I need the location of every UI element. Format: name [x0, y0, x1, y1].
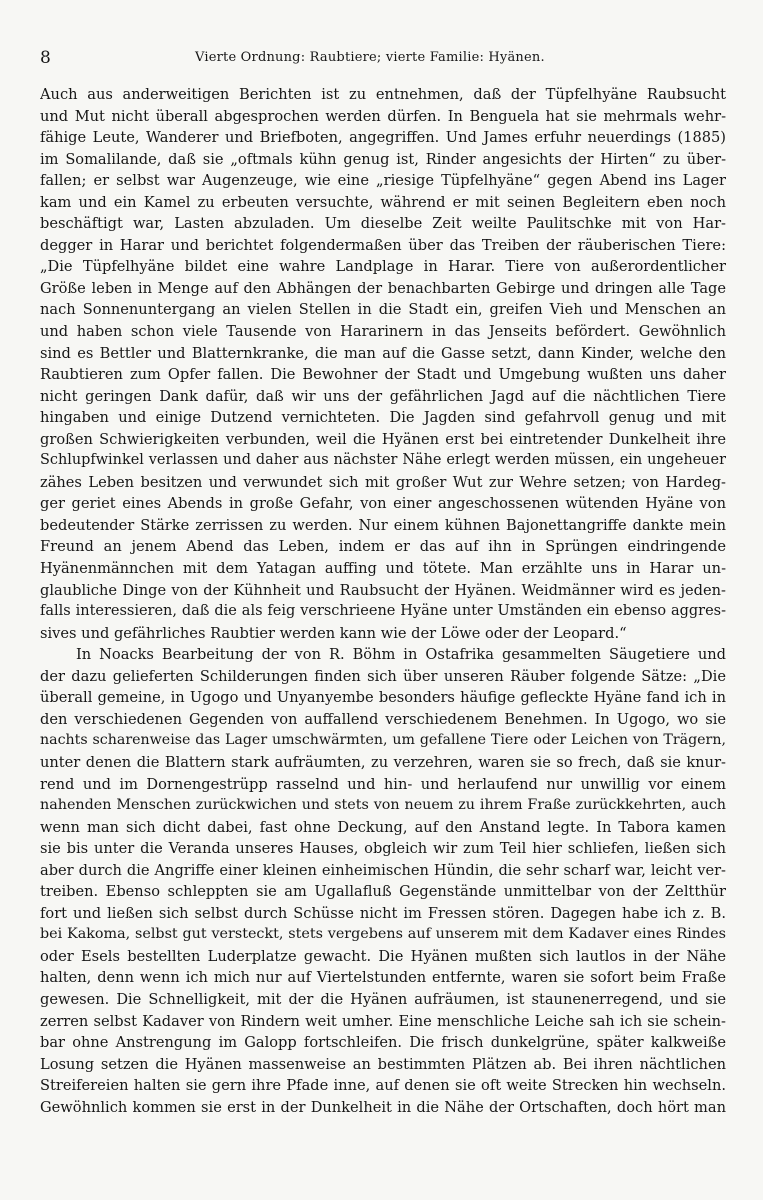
text-line: bar ohne Anstrengung im Galopp fortschleifen. Die frisch dunkelgrüne, später kalkweiße	[40, 1034, 726, 1052]
text-line: hingaben und einige Dutzend vernichteten. Die Jagden sind gefahrvoll genug und mit	[40, 409, 726, 427]
text-line: Größe leben in Menge auf den Abhängen der benachbarten Gebirge und dringen alle Tage	[40, 279, 726, 297]
text-line: sie bis unter die Veranda unseres Hauses, obgleich wir zum Teil hier schliefen, ließen sich	[40, 840, 726, 858]
text-line: fallen; er selbst war Augenzeuge, wie eine „riesige Tüpfelhyäne“ gegen Abend ins Lager	[40, 172, 726, 190]
text-line: kam und ein Kamel zu erbeuten versuchte, während er mit seinen Begleitern eben noch	[40, 193, 726, 211]
text-line: zähes Leben besitzen und verwundet sich mit großer Wut zur Wehre setzen; von Hardeg-	[40, 473, 726, 491]
text-line: sives und gefährliches Raubtier werden kann wie der Löwe oder der Leopard.“	[40, 624, 627, 642]
body-text	[40, 84, 726, 1118]
text-line: nach Sonnenuntergang an vielen Stellen in die Stadt ein, greifen Vieh und Menschen an	[40, 301, 726, 319]
text-line: sind es Bettler und Blatternkranke, die man auf die Gasse setzt, dann Kinder, welche den	[40, 344, 726, 362]
text-line: den verschiedenen Gegenden von auffallend verschiedenem Benehmen. In Ugogo, wo sie	[40, 710, 726, 728]
text-line: überall gemeine, in Ugogo und Unyanyembe besonders häufige gefleckte Hyäne fand ich in	[40, 689, 726, 707]
text-line: ger geriet eines Abends in große Gefahr, von einer angeschossenen wütenden Hyäne von	[40, 495, 726, 513]
text-line: fort und ließen sich selbst durch Schüsse nicht im Fressen stören. Dagegen habe ich z. B.	[40, 904, 726, 922]
text-line: großen Schwierigkeiten verbunden, weil die Hyänen erst bei eintretender Dunkelheit ihre	[40, 430, 726, 448]
text-line: degger in Harar und berichtet folgendermaßen über das Treiben der räuberischen Tiere:	[40, 236, 726, 254]
text-line: wenn man sich dicht dabei, fast ohne Deckung, auf den Anstand legte. In Tabora kamen	[40, 818, 726, 836]
text-line: nicht geringen Dank dafür, daß wir uns der gefährlichen Jagd auf die nächtlichen Tiere	[40, 387, 726, 405]
text-line: bei Kakoma, selbst gut versteckt, stets vergebens auf unserem mit dem Kadaver eines Rindes	[40, 926, 726, 943]
text-line: und Mut nicht überall abgesprochen werden dürfen. In Benguela hat sie mehrmals wehr-	[40, 107, 726, 125]
text-line: In Noacks Bearbeitung der von R. Böhm in Ostafrika gesammelten Säugetiere und	[76, 646, 726, 664]
paragraph	[40, 84, 726, 644]
text-line: glaubliche Dinge von der Kühnheit und Raubsucht der Hyänen. Weidmänner wird es jeden-	[40, 581, 726, 599]
text-line: Raubtieren zum Opfer fallen. Die Bewohner der Stadt und Umgebung wußten uns daher	[40, 366, 726, 384]
text-line: rend und im Dornengestrüpp rasselnd und hin- und herlaufend nur unwillig vor einem	[40, 775, 726, 793]
text-line: aber durch die Angriffe einer kleinen einheimischen Hündin, die sehr scharf war, leicht ver-	[40, 861, 726, 879]
text-line: und haben schon viele Tausende von Hararinern in das Jenseits befördert. Gewöhnlich	[40, 323, 726, 341]
text-line: Auch aus anderweitigen Berichten ist zu entnehmen, daß der Tüpfelhyäne Raubsucht	[40, 86, 726, 103]
text-line: falls interessieren, daß die als feig verschrieene Hyäne unter Umständen ein ebenso aggres-	[40, 603, 726, 620]
text-line: nahenden Menschen zurückwichen und stets von neuem zu ihrem Fraße zurückkehrten, auch	[40, 797, 726, 814]
text-line: Freund an jenem Abend das Leben, indem er das auf ihn in Sprüngen eindringende	[40, 538, 726, 556]
text-line: zerren selbst Kadaver von Rindern weit umher. Eine menschliche Leiche sah ich sie schein-	[40, 1012, 726, 1030]
running-head: Vierte Ordnung: Raubtiere; vierte Familie: Hyänen.	[195, 50, 545, 65]
text-line: Hyänenmännchen mit dem Yatagan auffing und tötete. Man erzählte uns in Harar un-	[40, 560, 726, 578]
text-line: beschäftigt war, Lasten abzuladen. Um dieselbe Zeit weilte Paulitschke mit von Har-	[40, 215, 726, 233]
text-line: Losung setzen die Hyänen massenweise an bestimmten Plätzen ab. Bei ihren nächtlichen	[40, 1055, 726, 1073]
page-header	[40, 46, 726, 72]
text-line: nachts scharenweise das Lager umschwärmten, um gefallene Tiere oder Leichen von Trägern,	[40, 732, 726, 749]
text-line: treiben. Ebenso schleppten sie am Ugallafluß Gegenstände unmittelbar von der Zeltthür	[40, 883, 726, 901]
text-line: im Somalilande, daß sie „oftmals kühn genug ist, Rinder angesichts der Hirten“ zu über-	[40, 150, 726, 168]
page-number: 8	[40, 48, 51, 68]
text-line: bedeutender Stärke zerrissen zu werden. Nur einem kühnen Bajonettangriffe dankte mein	[40, 516, 726, 534]
text-line: halten, denn wenn ich mich nur auf Viertelstunden entfernte, waren sie sofort beim Fraße	[40, 969, 726, 987]
text-line: Gewöhnlich kommen sie erst in der Dunkelheit in die Nähe der Ortschaften, doch hört man	[40, 1098, 726, 1116]
paragraph	[40, 644, 726, 1118]
text-line: „Die Tüpfelhyäne bildet eine wahre Landplage in Harar. Tiere von außerordentlicher	[40, 258, 726, 276]
text-line: gewesen. Die Schnelligkeit, mit der die Hyänen aufräumen, ist staunenerregend, und sie	[40, 990, 726, 1008]
text-line: der dazu gelieferten Schilderungen finden sich über unseren Räuber folgende Sätze: „Die	[40, 667, 726, 685]
text-line: Streifereien halten sie gern ihre Pfade inne, auf denen sie oft weite Strecken hin wechseln.	[40, 1077, 726, 1095]
text-line: oder Esels bestellten Luderplatze gewacht. Die Hyänen mußten sich lautlos in der Nähe	[40, 947, 726, 965]
text-line: fähige Leute, Wanderer und Briefboten, angegriffen. Und James erfuhr neuerdings (1885)	[40, 129, 726, 147]
text-line: Schlupfwinkel verlassen und daher aus nächster Nähe erlegt werden müssen, ein ungeheuer	[40, 452, 726, 469]
text-line: unter denen die Blattern stark aufräumten, zu verzehren, waren sie so frech, daß sie knur-	[40, 753, 726, 771]
